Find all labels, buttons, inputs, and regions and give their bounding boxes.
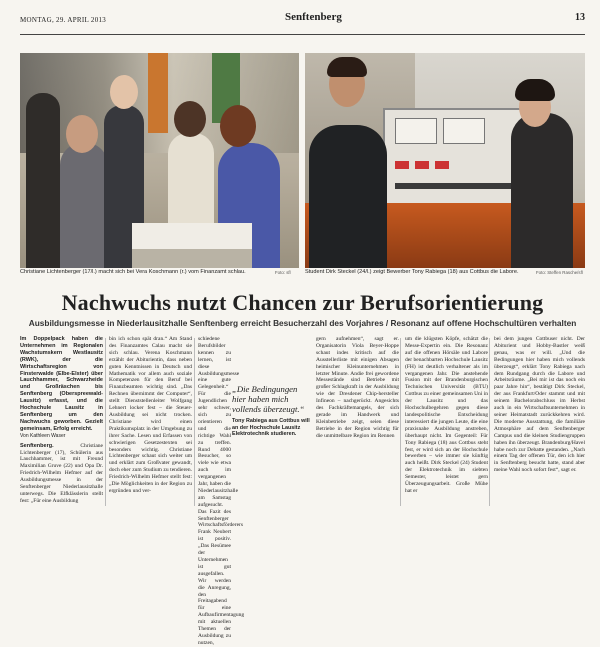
section-title: Senftenberg (285, 11, 342, 23)
photo-credit-left: Foto: sfl (275, 270, 291, 275)
photo-credit-right: Foto: Steffen Rasche/sfl (536, 270, 583, 275)
issue-date: MONTAG, 29. APRIL 2013 (20, 16, 107, 24)
column-rule (105, 338, 106, 506)
article-body-text: gern aufnehmen“, sagt er. Organisatorin Viola Beyer-Hoppe schaut indes kritisch auf die Ausstellerliste mit einigen Absagen heimischer Kleinunternehmen in letzter Minute. Andie frei gewordene Messestände sind Betriebe mit großer Schlagkraft in der Ausbildung wie der Dresdener Chip-hersteller Infineon – nachgerückt. Angesichts des Fachkräftemangels, der sich gerade im Handwerk und Kleinbetriebe zeigt, seien diese Betriebe in der Region wichtig für die unmittelbare Region im Rennen (316, 336, 399, 439)
column-rule (194, 338, 195, 506)
page-number: 13 (575, 12, 585, 23)
article-column-6 (494, 336, 585, 506)
column-rule (489, 338, 490, 506)
article-column-1 (20, 336, 103, 506)
article-body-text: bei dem jungen Cottbuser nicht. Der Abiturient und Hobby-Bastler weiß genau, was er will. „Und die Bedingungen hier haben mich vollends überzeugt“, erklärt Tony Rabiega nach dem Rundgang durch die Labore und Arbeitsräume. „Bei mir ist das noch ein paar Jahre hin“, bestätigt Dirk Steckel, der aus Frankfurt/Oder stammt und mit seinem Bachelorabschluss im Herbst auch in ein Wirtschaftsunternehmen in seiner Heimatstadt zurückkehren wird. Die moderne Ausstattung, die familiäre Atmosphäre auf dem Senftenberger Campus und die kleinen Studiengruppen haben ihn überzeugt. Brandenburg/Havel habe noch zur Debatte gestanden. „Nach einem Tag der offenen Tür, den ich hier in Senftenberg besucht hatte, stand aber meine Wahl noch sofort fest“, sagt er. (494, 336, 585, 474)
article-body-text: bin ich schon spät dran.“ Am Stand des Finanzamtes Calau macht sie sich schlau. Verena Koschmann erzählt der Abiturientin, dass neben guten Kenntnissen in Deutsch und Mathematik vor allem auch soziale Kompetenzen für den Beruf bei Finanzbeamten wichtig sind. „Das Rechnen übernimmt der Computer“, stellt Dienststellenleiter Wolfgang Lehnert locker fest – die Steuer-Ausbildung sei nicht trocken. Christiane wird einen Praktikumsplatz in der Umgebung zu ihrer Sache. Lesen und Erfassen von schwierigen Gesetzestexten sei besonders wichtig. Christiane Lichtenberger schaut sich weiter um und erklärt zum Großvater gewandt, doch eher zum Studium zu tendieren. Friedrich-Wilhelm Hefmer stellt fest: „Die Möglichkeiten in der Region zu ergründen und ver- (109, 336, 192, 494)
article-headline: Nachwuchs nutzt Chancen zur Berufsorientierung (61, 290, 544, 315)
fair-booth-photo (20, 53, 299, 268)
photo-caption-left: Christiane Lichtenberger (17/l.) macht sich bei Vera Koschmann (r.) vom Finanzamt schlau. (20, 269, 246, 275)
article-body-text: schiedene Berufsbilder kennen zu lernen, ist diese Ausbildungsmesse eine gute Gelegenheit.“ Für die Jugendlichen sehr schwer, sich zu orientieren und die richtige Wahl zu treffen. Rund 4000 Besucher, so viele wie etwa auch im vergangenen Jahr, haben die Niederlausitzhalle am Samstag aufgesucht. Das Fazit des Senftenberger Wirtschaftsförderers Frank Neubert ist positiv. „Das Resümee der Unternehmen ist gut ausgefallen. Wir werden die Anregung, den Freitagabend für eine Aufbaufirmentagung mit aktuellen Themen der Ausbildung zu nutzen, (198, 336, 245, 646)
dateline: Senftenberg. (20, 442, 54, 449)
pull-quote: „Die Bedingungen hier haben mich vollends überzeugt.“ (232, 384, 305, 414)
article-subheadline: Ausbildungsmesse in Niederlausitzhalle Senftenberg erreicht Besucherzahl des Vorjahres / Resonanz auf offene Hochschultüren verhalten (28, 318, 577, 328)
article-body-text: Christiane Lichtenberger (17), Schülerin aus Lauchhammer, ist mit Freund Maximilian Gruve (22) und Opa Dr. Friedrich-Wilhelm Hefmer auf der Ausbildungsmesse in der Senftenberger Niederlausitzhalle unterwegs. Die Elfklässlerin stellt fest: „Für eine Ausbildung (20, 442, 103, 504)
article-column-2 (109, 336, 192, 506)
photo-caption-right: Student Dirk Steckel (24/l.) zeigt Bewerber Tony Rabiega (18) aus Cottbus die Labore. (305, 269, 519, 275)
article-body-text: um die klügsten Köpfe, schätzt die Messe-Expertin ein. Die Resonanz auf die offenen Hörsäle und Labore der benachbarten Hochschule Lausitz (FH) ist deutlich verhaltener als im vergangenen Jahr. Die anstehende Fusion mit der Brandenburgischen Technischen Universität (BTU) Cottbus zu einer gemeinsamen Uni in der Lausitz und das Hochschulbegehren gegen diese landespolitische Entscheidung interessiert die jungen Leute, die eine praxisnahe Ausbildung anstreben, überhaupt nicht. Im Gegenteil: Für Tony Rabiega (18) aus Cottbus steht fest, er wird sich an der Hochschule bewerben – wie immer sie künftig auch heißt. Dirk Steckel (24) Student der Elektrotechnik im siebten Semester, leistet gern Überzeugungsarbeit. Große Mühe hat er (405, 336, 488, 494)
article-lead: Im Doppelpack haben die Unternehmen im Regionalen Wachstumskern Westlausitz (RWK), der die Wirtschaftsregion von Finsterwalde (Elbe-Elster) über Lauchhammer, Schwarzheide und Großräschen bis Senftenberg (Oberspreewald-Lausitz) erfasst, und die Hochschule Lausitz in Senftenberg um den Nachwuchs geworben. Gezielt gemeinsam, Erfolg erreicht. (20, 336, 103, 432)
lab-photo (305, 53, 585, 268)
article-column-5 (405, 336, 488, 506)
page-header (20, 4, 585, 35)
column-rule (400, 338, 401, 506)
article-author: Von Kathleen Waser (20, 432, 66, 439)
pull-quote-attribution: Tony Rabiega aus Cottbus will an der Hochschule Lausitz Elektrotechnik studieren. (232, 418, 310, 438)
article-column-4 (316, 336, 399, 506)
